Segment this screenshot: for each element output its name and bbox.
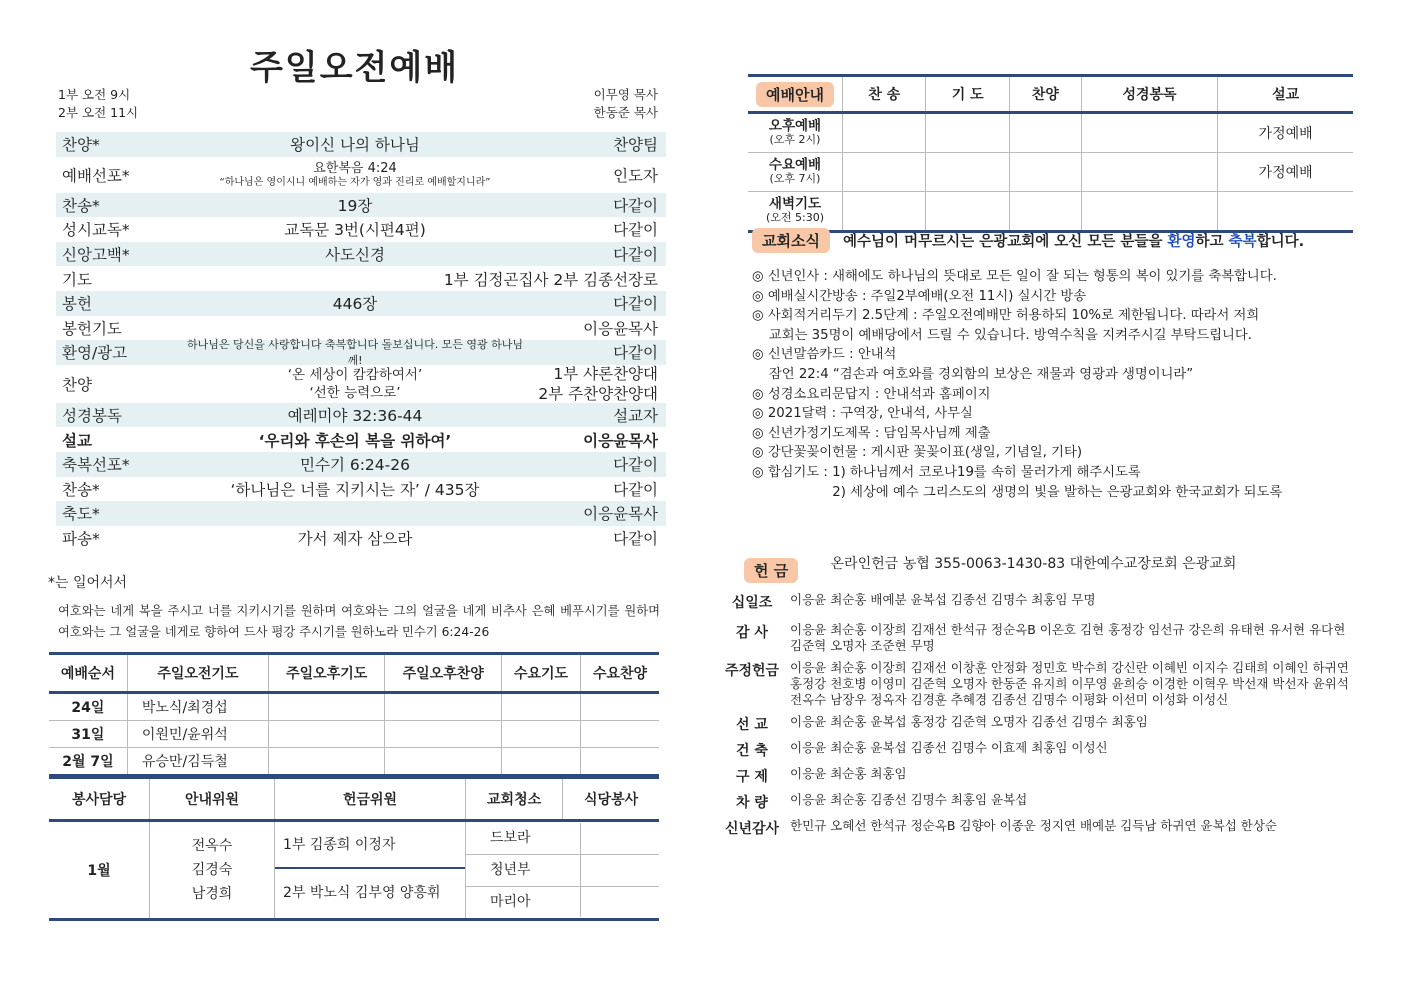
guide-cell xyxy=(1009,113,1081,153)
order-label: 성시교독* xyxy=(62,221,130,240)
offering-names: 이응윤 최순홍 윤복섭 김종선 김명수 이효제 최홍임 이성신 xyxy=(790,740,1108,755)
order-item: 왕이신 나의 하나님 xyxy=(290,136,420,155)
schedule-cell xyxy=(581,748,659,776)
offering-first: 1부 김종희 이정자 xyxy=(275,823,465,869)
order-row xyxy=(56,242,666,267)
offering-row xyxy=(718,766,1350,786)
order-row xyxy=(56,501,666,526)
order-label: 예배선포* xyxy=(62,166,130,185)
order-row xyxy=(56,452,666,477)
order-leader: 다같이 xyxy=(613,295,658,314)
order-row xyxy=(56,193,666,218)
offering-names: 이응윤 최순홍 이장희 김재선 한석규 정순옥B 이온호 김현 홍정강 임선규 강은희 유태현 유서현 유다현 김준혁 오명자 조준현 무명 xyxy=(790,622,1346,653)
schedule-cell xyxy=(268,748,385,776)
order-row xyxy=(56,266,666,291)
news-label: 교회소식 xyxy=(752,228,830,253)
order-row xyxy=(56,157,666,193)
news-item: 교회는 35명이 예배당에서 드릴 수 있습니다. 방역수칙을 지켜주시길 부탁드립니다. xyxy=(752,327,1252,343)
guide-sermon: 가정예배 xyxy=(1218,113,1353,153)
guide-service xyxy=(748,153,843,192)
volunteer-table xyxy=(49,776,659,921)
order-leader-2: 2부 주찬양찬양대 xyxy=(538,384,658,403)
prayer-schedule-table xyxy=(49,652,659,777)
guide-service-time: (오후 2시) xyxy=(769,133,821,146)
schedule-cell xyxy=(502,693,581,721)
order-label: 축복선포* xyxy=(62,456,130,475)
schedule-header: 주일오전기도 xyxy=(127,654,268,693)
order-row xyxy=(56,427,666,452)
service-first: 1부 오전 9시 xyxy=(58,87,131,102)
offering-names: 이응윤 최순홍 이장희 김재선 이창훈 안정화 정민호 박수희 강신란 이혜빈 이지수 김태희 이혜인 하귀연 홍정강 천호병 이영미 김준혁 오명자 한동준 유지희 이무영 윤희승 이경한 이혁우 박선재 박선자 윤위석 전옥수 남장우 정옥자 김경훈 추혜경 김종선 김명수 이평화 이선미 이성화 이성신 xyxy=(790,660,1349,707)
volunteer-month: 1월 xyxy=(49,821,150,920)
order-leader: 인도자 xyxy=(613,166,658,185)
headline-b: 환영 xyxy=(1167,234,1196,250)
schedule-cell: 박노식/최경섭 xyxy=(127,693,268,721)
table-row xyxy=(49,721,659,748)
offering-names: 이응윤 최순홍 김종선 김명수 최홍임 윤복섭 xyxy=(790,792,1028,807)
offering-category: 구 제 xyxy=(736,769,768,785)
volunteer-header: 식당봉사 xyxy=(563,778,659,821)
offering-names: 이응윤 최순홍 배예분 윤복섭 김종선 김명수 최홍임 무명 xyxy=(790,592,1096,607)
offering-row xyxy=(718,792,1350,812)
volunteer-header: 봉사담당 xyxy=(49,778,150,821)
volunteer-header: 교회청소 xyxy=(466,778,563,821)
schedule-cell: 24일 xyxy=(49,693,127,721)
offering-row xyxy=(718,714,1350,734)
guide-sermon: 가정예배 xyxy=(1218,153,1353,192)
order-label: 축도* xyxy=(62,505,100,524)
offering-row xyxy=(718,660,1350,708)
offering-category: 선 교 xyxy=(736,717,768,733)
cleaning-group: 마리아 xyxy=(490,894,531,910)
schedule-cell xyxy=(581,721,659,748)
guide-cell xyxy=(1009,192,1081,232)
guide-header xyxy=(748,76,843,113)
offering-names: 한민규 오혜선 한석규 정순옥B 김향아 이종운 정지연 배예분 김득남 하귀연 윤복섭 한상순 xyxy=(790,818,1277,833)
order-row xyxy=(56,217,666,242)
guide-cell xyxy=(1081,153,1217,192)
schedule-header: 주일오후기도 xyxy=(268,654,385,693)
pastors xyxy=(560,86,658,122)
order-item xyxy=(182,366,528,402)
offering-committee xyxy=(275,821,466,920)
news-item: ◎ 강단꽃꽂이헌물 : 게시판 꽃꽂이표(생일, 기념일, 기타) xyxy=(752,445,1083,461)
offering-category: 감 사 xyxy=(736,625,768,641)
order-item: ‘우리와 후손의 복을 위하여’ xyxy=(258,431,452,450)
guide-name: 남경희 xyxy=(191,886,233,902)
news-item: ◎ 신년말씀카드 : 안내석 xyxy=(752,347,897,363)
order-row xyxy=(56,365,666,403)
order-leader: 이응윤목사 xyxy=(583,505,658,524)
offering-row xyxy=(718,740,1350,760)
schedule-cell xyxy=(385,693,502,721)
offering-category: 차 량 xyxy=(736,795,768,811)
schedule-cell xyxy=(502,721,581,748)
offering-names: 이응윤 최순홍 윤복섭 홍정강 김준혁 오명자 김종선 김명수 최홍임 xyxy=(790,714,1148,729)
order-item-main: 요한복음 4:24 xyxy=(313,160,397,176)
headline-d: 축복 xyxy=(1228,234,1257,250)
order-item-second: ‘선한 능력으로’ xyxy=(309,384,401,401)
offering-header xyxy=(744,558,1236,583)
guide-header: 성경봉독 xyxy=(1081,76,1217,113)
offering-row xyxy=(718,818,1350,838)
order-item: 하나님은 당신을 사랑합니다 축복합니다 돌보십니다. 모든 영광 하나님께! xyxy=(186,338,524,368)
order-item: ‘하나님은 너를 지키시는 자’ / 435장 xyxy=(230,480,480,499)
order-item: 가서 제자 삼으라 xyxy=(297,530,413,549)
order-label: 찬송* xyxy=(62,480,100,499)
pastor-2: 한동준 목사 xyxy=(593,105,658,120)
guide-header: 기 도 xyxy=(926,76,1009,113)
guide-cell xyxy=(926,113,1009,153)
order-label: 봉헌기도 xyxy=(62,319,122,338)
headline-a: 예수님이 머무르시는 은광교회에 오신 모든 분들을 xyxy=(843,234,1168,250)
news-item: ◎ 신년가정기도제목 : 담임목사님께 제출 xyxy=(752,425,991,441)
order-label: 찬양* xyxy=(62,136,100,155)
service-second: 2부 오전 11시 xyxy=(58,105,139,120)
guide-service xyxy=(748,192,843,232)
guide-name: 전옥수 xyxy=(191,838,233,854)
order-leader: 다같이 xyxy=(613,480,658,499)
order-label: 환영/광고 xyxy=(62,344,128,363)
order-item-sub: “하나님은 영이시니 예배하는 자가 영과 진리로 예배할지니라” xyxy=(219,176,491,188)
order-item: 사도신경 xyxy=(325,246,385,265)
order-label: 신앙고백* xyxy=(62,246,130,265)
offering-row xyxy=(718,592,1350,612)
order-leader: 이응윤목사 xyxy=(583,319,658,338)
offering-second: 2부 박노식 김부영 양흥휘 xyxy=(283,885,441,901)
order-row xyxy=(56,526,666,551)
schedule-cell: 31일 xyxy=(49,721,127,748)
order-row xyxy=(56,477,666,502)
blessing-text: 여호와는 네게 복을 주시고 너를 지키시기를 원하며 여호와는 그의 얼굴을 네게 비추사 은혜 베푸시기를 원하며 여호와는 그 얼굴을 네게로 향하여 드사 평강 주시기를 원하노라 민수기 6:24-26 xyxy=(58,604,660,639)
guide-cell xyxy=(843,113,926,153)
schedule-cell xyxy=(268,721,385,748)
order-leader: 다같이 xyxy=(613,530,658,549)
order-leader-1: 1부 샤론찬양대 xyxy=(553,364,658,383)
news-item: ◎ 예배실시간방송 : 주일2부예배(오전 11시) 실시간 방송 xyxy=(752,288,1087,304)
order-item: 446장 xyxy=(332,295,378,314)
cleaning-group: 청년부 xyxy=(490,862,531,878)
guide-service-name: 수요예배 xyxy=(768,157,822,173)
headline-c: 하고 xyxy=(1195,234,1229,250)
schedule-cell xyxy=(268,693,385,721)
guide-cell xyxy=(1009,153,1081,192)
page-title: 주일오전예배 xyxy=(250,48,460,88)
standing-note: *는 일어서서 xyxy=(48,575,128,591)
order-row xyxy=(56,338,666,368)
pastor-1: 이무영 목사 xyxy=(593,87,658,102)
schedule-header: 주일오후찬양 xyxy=(385,654,502,693)
guide-header: 찬 송 xyxy=(843,76,926,113)
table-row xyxy=(49,748,659,776)
service-times xyxy=(58,86,138,122)
guide-label: 예배안내 xyxy=(756,82,834,107)
order-leader: 이응윤목사 xyxy=(583,431,658,450)
guide-cell xyxy=(1081,192,1217,232)
schedule-cell xyxy=(581,693,659,721)
schedule-cell xyxy=(502,748,581,776)
order-item: 민수기 6:24-26 xyxy=(300,456,410,475)
order-leader: 1부 김정곤집사 2부 김종선장로 xyxy=(443,270,658,289)
order-item: 19장 xyxy=(337,196,373,215)
order-item xyxy=(182,161,528,189)
schedule-cell: 2월 7일 xyxy=(49,748,127,776)
worship-guide-table xyxy=(748,74,1353,233)
online-offering: 온라인헌금 농협 355-0063-1430-83 대한예수교장로회 은광교회 xyxy=(830,556,1237,572)
schedule-header: 수요찬양 xyxy=(581,654,659,693)
order-leader: 다같이 xyxy=(613,344,658,363)
order-label: 찬양 xyxy=(62,375,92,394)
guide-cell xyxy=(843,153,926,192)
order-label: 성경봉독 xyxy=(62,407,122,426)
order-label: 설교 xyxy=(62,431,92,450)
table-row xyxy=(748,192,1353,232)
news-item: 잠언 22:4 “겸손과 여호와를 경외함의 보상은 재물과 영광과 생명이니라” xyxy=(752,366,1194,382)
news-item: ◎ 성경소요리문답지 : 안내석과 홈페이지 xyxy=(752,386,991,402)
headline-e: 합니다. xyxy=(1256,234,1305,250)
schedule-cell xyxy=(385,748,502,776)
guide-header: 찬양 xyxy=(1009,76,1081,113)
order-of-service xyxy=(56,132,666,550)
table-row xyxy=(49,693,659,721)
offering-category: 신년감사 xyxy=(724,821,780,837)
guide-header: 설교 xyxy=(1218,76,1353,113)
guide-service-time: (오후 7시) xyxy=(769,172,821,185)
offering-category: 주정헌금 xyxy=(724,663,780,679)
guide-name: 김경숙 xyxy=(191,862,233,878)
order-item: 예레미야 32:36-44 xyxy=(287,407,423,426)
order-leader: 찬양팀 xyxy=(613,136,658,155)
guide-service-name: 새벽기도 xyxy=(768,196,822,212)
order-label: 찬송* xyxy=(62,196,100,215)
order-leader: 설교자 xyxy=(613,407,658,426)
news-item: ◎ 합심기도 : 1) 하나님께서 코로나19를 속히 물러가게 해주시도록 xyxy=(752,464,1141,480)
volunteer-header: 헌금위원 xyxy=(275,778,466,821)
order-leader: 다같이 xyxy=(613,246,658,265)
order-row xyxy=(56,132,666,157)
offering-category: 십일조 xyxy=(731,595,773,611)
schedule-cell: 유승만/김득철 xyxy=(127,748,268,776)
order-item-main: ‘온 세상이 캄캄하여서’ xyxy=(287,366,423,383)
news-item: 2) 세상에 예수 그리스도의 생명의 빛을 발하는 은광교회와 한국교회가 되도록 xyxy=(752,484,1283,500)
guide-cell xyxy=(926,192,1009,232)
schedule-cell xyxy=(385,721,502,748)
offering-names: 이응윤 최순홍 최홍임 xyxy=(790,766,907,781)
guide-cell xyxy=(1081,113,1217,153)
order-leader: 다같이 xyxy=(613,221,658,240)
order-leader xyxy=(528,364,666,404)
cleaning-group: 드보라 xyxy=(490,830,531,846)
guide-list xyxy=(150,821,275,920)
order-row xyxy=(56,291,666,316)
guide-cell xyxy=(843,192,926,232)
offering-list xyxy=(718,592,1350,844)
schedule-header: 예배순서 xyxy=(49,654,127,693)
news-item: ◎ 신년인사 : 새해에도 하나님의 뜻대로 모든 일이 잘 되는 형통의 복이 있기를 축복합니다. xyxy=(752,269,1277,284)
order-row xyxy=(56,403,666,428)
news-list xyxy=(752,267,1347,502)
guide-service-name: 오후예배 xyxy=(768,118,822,134)
order-label: 봉헌 xyxy=(62,295,92,314)
news-item: ◎ 2021달력 : 구역장, 안내석, 사무실 xyxy=(752,406,973,422)
order-leader: 다같이 xyxy=(613,196,658,215)
news-headline xyxy=(752,228,1304,253)
guide-service-time: (오전 5:30) xyxy=(765,211,825,224)
offering-category: 건 축 xyxy=(736,743,768,759)
schedule-header: 수요기도 xyxy=(502,654,581,693)
table-row xyxy=(748,153,1353,192)
news-item: ◎ 사회적거리두기 2.5단계 : 주일오전예배만 허용하되 10%로 제한됩니다. 따라서 저희 xyxy=(752,308,1260,324)
schedule-cell: 이원민/윤위석 xyxy=(127,721,268,748)
cleaning-cell xyxy=(466,821,660,920)
guide-cell xyxy=(926,153,1009,192)
guide-sermon xyxy=(1218,192,1353,232)
offering-label: 헌 금 xyxy=(744,558,798,583)
table-row xyxy=(748,113,1353,153)
volunteer-header: 안내위원 xyxy=(150,778,275,821)
order-item: 교독문 3번(시편4편) xyxy=(284,221,426,240)
order-label: 기도 xyxy=(62,270,92,289)
order-leader: 다같이 xyxy=(613,456,658,475)
guide-service xyxy=(748,113,843,153)
offering-row xyxy=(718,622,1350,654)
order-label: 파송* xyxy=(62,530,100,549)
